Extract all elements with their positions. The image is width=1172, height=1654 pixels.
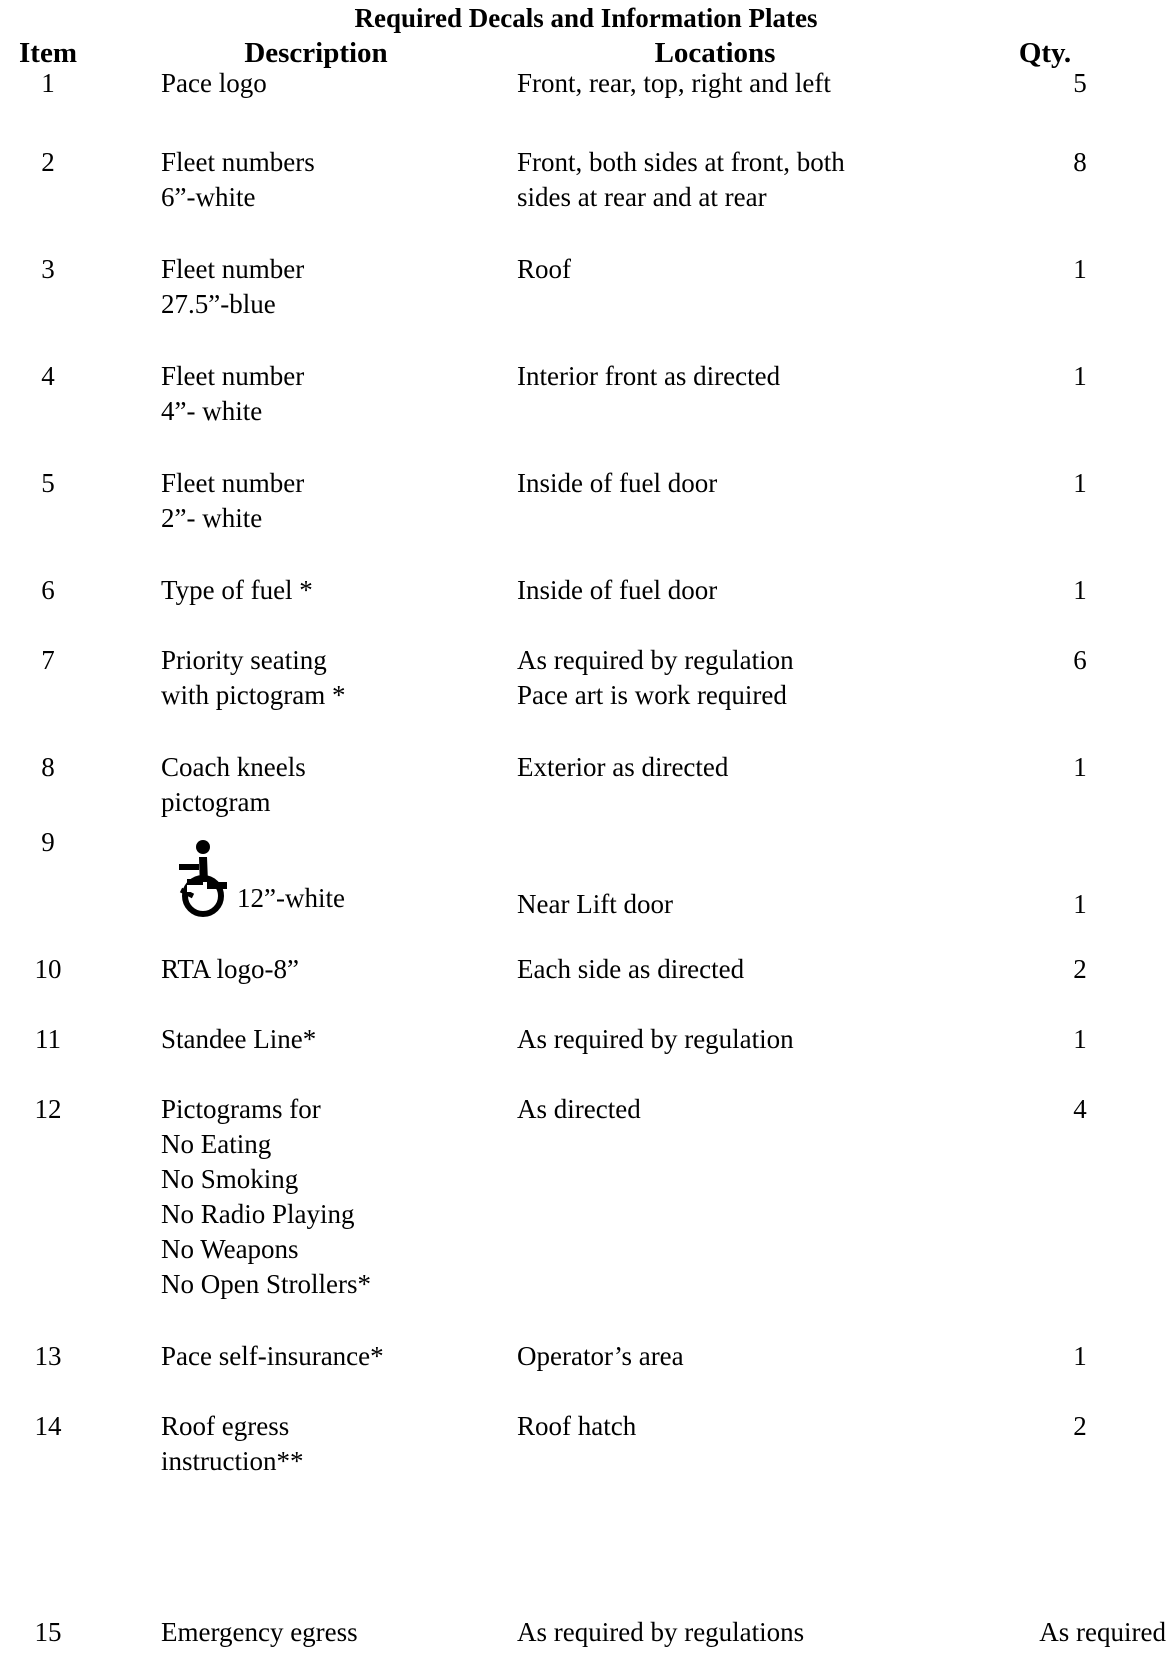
item-number: 1 xyxy=(41,68,55,98)
locations-line: Near Lift door xyxy=(517,889,673,919)
description-line: Pictograms for xyxy=(161,1094,321,1124)
locations-cell xyxy=(517,145,962,215)
locations-cell xyxy=(517,750,962,785)
description-line: 12”-white xyxy=(237,883,345,913)
locations-line: Roof xyxy=(517,254,571,284)
description-line: Coach kneels xyxy=(161,752,306,782)
description-line: with pictogram * xyxy=(161,680,346,710)
qty-cell: 2 xyxy=(1073,954,1087,984)
item-number: 11 xyxy=(35,1024,61,1054)
description-cell xyxy=(161,1022,506,1057)
description-cell xyxy=(173,838,433,920)
description-line: Pace logo xyxy=(161,68,267,98)
qty-cell: 1 xyxy=(1073,468,1087,498)
column-header-locations: Locations xyxy=(654,37,776,69)
locations-cell xyxy=(517,952,962,987)
description-line: Standee Line* xyxy=(161,1024,317,1054)
locations-line: sides at rear and at rear xyxy=(517,182,767,212)
qty-cell: 6 xyxy=(1073,645,1087,675)
qty-cell: As required xyxy=(1039,1617,1166,1647)
description-line: RTA logo-8” xyxy=(161,954,299,984)
locations-cell xyxy=(517,1022,962,1057)
description-line: No Open Strollers* xyxy=(161,1269,371,1299)
description-cell xyxy=(161,466,506,536)
qty-cell: 2 xyxy=(1073,1411,1087,1441)
item-number: 13 xyxy=(34,1341,62,1371)
locations-cell xyxy=(517,1339,962,1374)
locations-line: Inside of fuel door xyxy=(517,575,718,605)
qty-cell: 1 xyxy=(1073,254,1087,284)
locations-cell xyxy=(517,252,962,287)
column-header-description: Description xyxy=(244,37,388,69)
locations-cell xyxy=(517,1615,962,1650)
qty-cell: 5 xyxy=(1073,68,1087,98)
description-cell xyxy=(161,1092,506,1302)
locations-line: Each side as directed xyxy=(517,954,745,984)
item-number: 7 xyxy=(41,645,55,675)
description-line: instruction** xyxy=(161,1446,304,1476)
description-cell xyxy=(161,750,506,820)
locations-line: Exterior as directed xyxy=(517,752,729,782)
description-cell xyxy=(161,145,506,215)
locations-cell xyxy=(517,643,962,713)
description-cell xyxy=(161,952,506,987)
item-number: 10 xyxy=(34,954,62,984)
item-number: 12 xyxy=(34,1094,62,1124)
qty-cell: 1 xyxy=(1073,1024,1087,1054)
locations-line: Front, rear, top, right and left xyxy=(517,68,831,98)
qty-cell: 8 xyxy=(1073,147,1087,177)
page-title: Required Decals and Information Plates xyxy=(354,3,818,33)
locations-line: As required by regulation xyxy=(517,1024,794,1054)
locations-line: Front, both sides at front, both xyxy=(517,147,845,177)
description-line: Fleet number xyxy=(161,468,305,498)
description-line: pictogram xyxy=(161,787,271,817)
item-number: 2 xyxy=(41,147,55,177)
description-line: Type of fuel * xyxy=(161,575,313,605)
locations-line: Pace art is work required xyxy=(517,680,787,710)
description-cell xyxy=(161,66,506,101)
description-line: Roof egress xyxy=(161,1411,290,1441)
locations-cell xyxy=(517,466,962,501)
locations-line: As required by regulations xyxy=(517,1617,805,1647)
locations-cell xyxy=(517,573,962,608)
item-number: 6 xyxy=(41,575,55,605)
locations-cell xyxy=(517,359,962,394)
locations-line: Interior front as directed xyxy=(517,361,781,391)
item-number: 14 xyxy=(34,1411,62,1441)
qty-cell: 1 xyxy=(1073,752,1087,782)
column-header-qty: Qty. xyxy=(1018,37,1072,69)
description-line: Fleet number xyxy=(161,254,305,284)
locations-line: Roof hatch xyxy=(517,1411,637,1441)
description-line: 27.5”-blue xyxy=(161,289,276,319)
qty-cell: 1 xyxy=(1073,1341,1087,1371)
item-number: 5 xyxy=(41,468,55,498)
description-cell xyxy=(161,1409,506,1479)
locations-line: Inside of fuel door xyxy=(517,468,718,498)
locations-cell xyxy=(517,66,962,101)
description-cell xyxy=(161,359,506,429)
item-number: 3 xyxy=(41,254,55,284)
description-line: Emergency egress xyxy=(161,1617,358,1647)
description-cell xyxy=(161,643,506,713)
description-line: No Radio Playing xyxy=(161,1199,355,1229)
description-line: 6”-white xyxy=(161,182,256,212)
column-header-item: Item xyxy=(19,37,77,69)
qty-cell: 4 xyxy=(1073,1094,1087,1124)
description-line: Fleet numbers xyxy=(161,147,315,177)
description-cell xyxy=(161,1339,506,1374)
description-cell xyxy=(161,1615,506,1650)
locations-line: As directed xyxy=(517,1094,641,1124)
qty-cell: 1 xyxy=(1073,575,1087,605)
description-line: 2”- white xyxy=(161,503,263,533)
description-cell xyxy=(161,252,506,322)
description-line: Pace self-insurance* xyxy=(161,1341,384,1371)
description-line: No Eating xyxy=(161,1129,272,1159)
locations-cell xyxy=(517,1409,962,1444)
locations-line: Operator’s area xyxy=(517,1341,684,1371)
locations-cell xyxy=(517,887,962,922)
item-number: 8 xyxy=(41,752,55,782)
qty-cell: 1 xyxy=(1073,361,1087,391)
item-number: 9 xyxy=(41,827,55,857)
locations-cell xyxy=(517,1092,962,1127)
description-line: 4”- white xyxy=(161,396,263,426)
description-line: No Smoking xyxy=(161,1164,299,1194)
wheelchair-accessibility-icon xyxy=(173,838,233,918)
locations-line: As required by regulation xyxy=(517,645,794,675)
item-number: 4 xyxy=(41,361,55,391)
description-line: Fleet number xyxy=(161,361,305,391)
description-cell xyxy=(161,573,506,608)
description-line: No Weapons xyxy=(161,1234,299,1264)
description-line: Priority seating xyxy=(161,645,327,675)
item-number: 15 xyxy=(34,1617,62,1647)
qty-cell: 1 xyxy=(1073,889,1087,919)
